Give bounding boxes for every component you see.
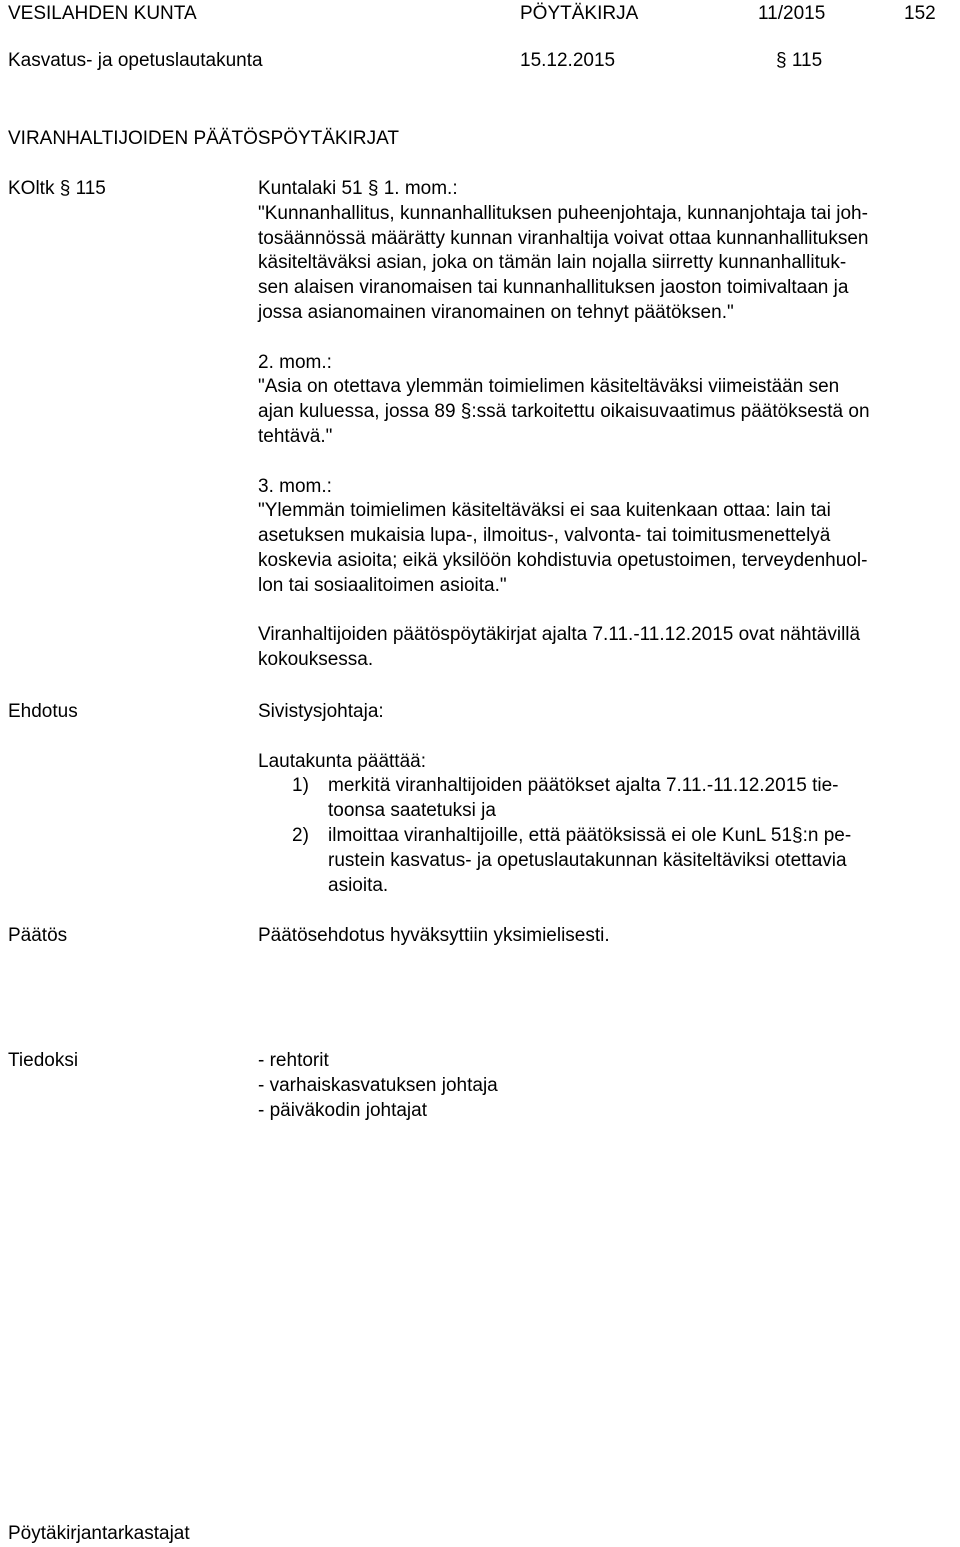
notice-line: Viranhaltijoiden päätöspöytäkirjat ajalta 7.11.-11.12.2015 ovat nähtävillä (258, 624, 861, 646)
quote-line: "Asia on otettava ylemmän toimielimen käsiteltäväksi viimeistään sen (258, 376, 840, 398)
list-item (258, 824, 958, 898)
list-item (258, 774, 958, 824)
page-title: VIRANHALTIJOIDEN PÄÄTÖSPÖYTÄKIRJAT (8, 128, 399, 149)
moment-2-label: 2. mom.: (258, 351, 332, 373)
quote-line: "Ylemmän toimielimen käsiteltäväksi ei saa kuitenkaan ottaa: lain tai (258, 500, 831, 522)
quote-line: lon tai sosiaalitoimen asioita." (258, 574, 507, 596)
list-item-line: merkitä viranhaltijoiden päätökset ajalta 7.11.-11.12.2015 tie- (328, 775, 839, 797)
list-item-number: 1) (292, 775, 309, 797)
quote-line: tehtävä." (258, 425, 333, 447)
moment-3-label: 3. mom.: (258, 475, 332, 497)
quote-line: asetuksen mukaisia lupa-, ilmoitus-, valvonta- tai toimitusmenettelyä (258, 525, 831, 547)
page-number: 152 (904, 3, 936, 24)
distribution-section (258, 1049, 958, 1123)
meeting-date: 15.12.2015 (520, 50, 616, 71)
distribution-item: - rehtorit (258, 1050, 329, 1071)
quote-line: tosäännössä määrätty kunnan viranhaltija voivat ottaa kunnanhallituksen (258, 227, 869, 249)
quote-line: käsiteltäväksi asian, joka on tämän lain nojalla siirretty kunnanhallituk- (258, 252, 847, 274)
document-type: PÖYTÄKIRJA (520, 3, 639, 24)
quote-line: koskevia asioita; eikä yksilöön kohdistuvia opetustoimen, terveydenhuol- (258, 549, 868, 571)
quote-line: jossa asianomainen viranomainen on tehnyt päätöksen." (258, 301, 734, 323)
section-number: § 115 (776, 50, 823, 71)
body-text (258, 177, 958, 673)
minutes-checkers-label: Pöytäkirjantarkastajat (8, 1523, 190, 1544)
proposal-section (258, 700, 958, 898)
list-item-line: asioita. (328, 874, 389, 896)
law-reference: Kuntalaki 51 § 1. mom.: (258, 178, 458, 199)
decision-label: Päätös (8, 925, 68, 946)
proposal-intro: Lautakunta päättää: (258, 750, 426, 772)
proposal-presenter: Sivistysjohtaja: (258, 701, 384, 722)
distribution-item: - päiväkodin johtajat (258, 1099, 427, 1121)
notice-line: kokouksessa. (258, 649, 374, 671)
committee-name: Kasvatus- ja opetuslautakunta (8, 50, 263, 71)
list-item-line: ilmoittaa viranhaltijoille, että päätöksissä ei ole KunL 51§:n pe- (328, 824, 852, 846)
list-item-line: rustein kasvatus- ja opetuslautakunnan käsiteltäviksi otettavia (328, 849, 847, 871)
decision-text: Päätösehdotus hyväksyttiin yksimielisesti. (258, 925, 610, 946)
quote-line: ajan kuluessa, jossa 89 §:ssä tarkoitettu oikaisuvaatimus päätöksestä on (258, 401, 870, 423)
municipality-name: VESILAHDEN KUNTA (8, 3, 197, 24)
document-number: 11/2015 (758, 3, 826, 24)
list-item-number: 2) (292, 824, 309, 846)
quote-line: sen alaisen viranomaisen tai kunnanhallituksen jaoston toimivaltaan ja (258, 277, 849, 299)
case-reference: KOltk § 115 (8, 178, 106, 199)
distribution-item: - varhaiskasvatuksen johtaja (258, 1074, 498, 1096)
list-item-line: toonsa saatetuksi ja (328, 800, 496, 822)
proposal-label: Ehdotus (8, 701, 78, 722)
quote-line: "Kunnanhallitus, kunnanhallituksen puheenjohtaja, kunnanjohtaja tai joh- (258, 202, 868, 224)
proposal-list (258, 774, 958, 898)
distribution-label: Tiedoksi (8, 1050, 79, 1071)
decision-section (258, 924, 958, 949)
